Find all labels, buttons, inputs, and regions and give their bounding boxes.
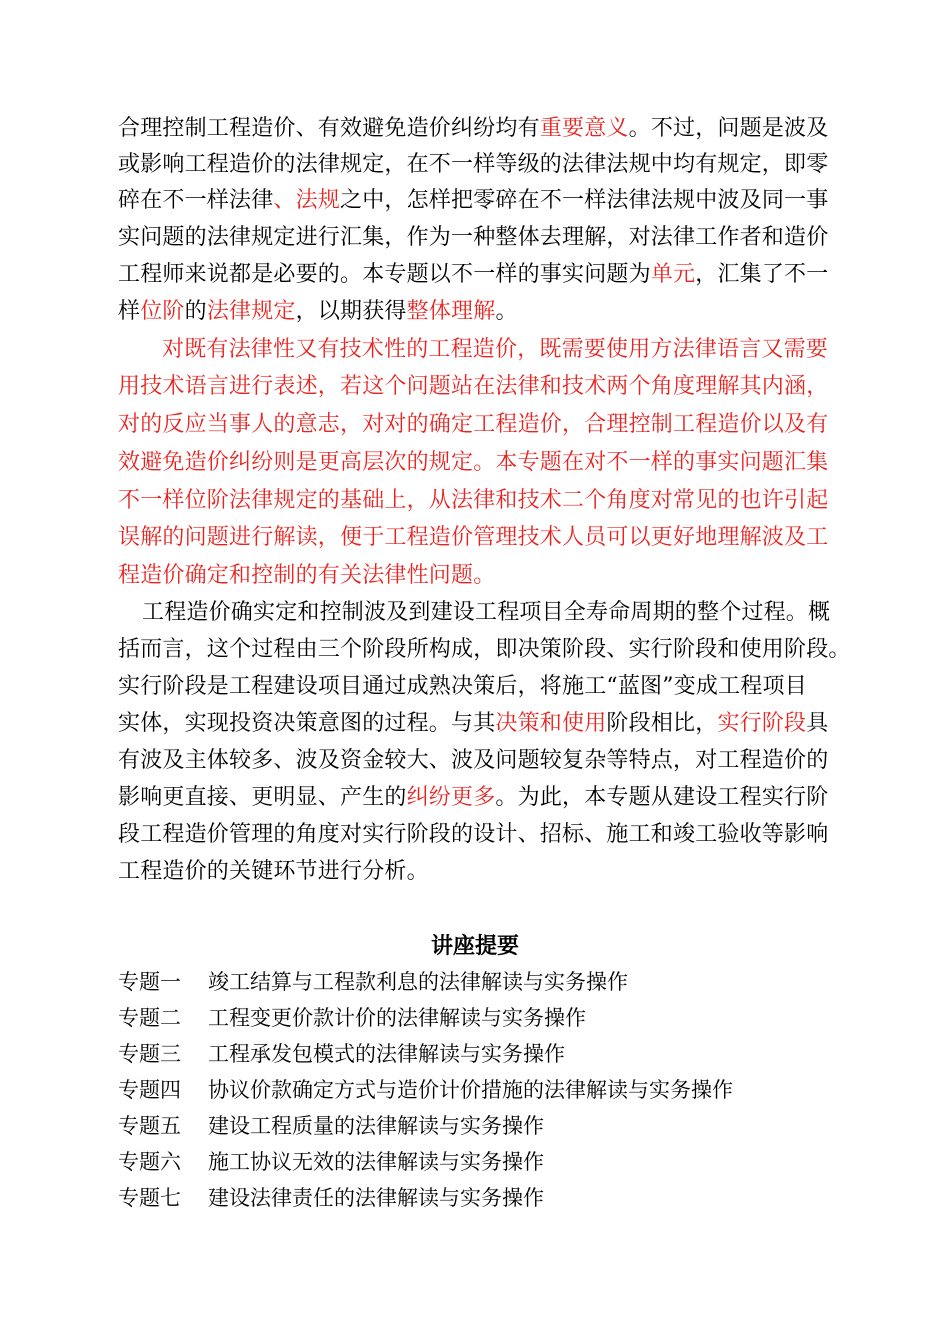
lecture-item: 专题二 工程变更价款计价的法律解读与实务操作: [118, 1006, 586, 1030]
p3-line-6: 影响更直接、更明显、产生的纠纷更多。为此，本专题从建设工程实行阶: [118, 785, 829, 810]
p2-line-4: 效避免造价纠纷则是更高层次的规定。本专题在对不一样的事实问题汇集: [118, 450, 829, 475]
p1-line-2: 或影响工程造价的法律规定，在不一样等级的法律法规中均有规定，即零: [118, 152, 829, 177]
lecture-item: 专题四 协议价款确定方式与造价计价措施的法律解读与实务操作: [118, 1078, 733, 1102]
lecture-item: 专题三 工程承发包模式的法律解读与实务操作: [118, 1042, 565, 1066]
p2-line-7: 程造价确定和控制的有关法律性问题。: [118, 563, 496, 588]
lecture-item: 专题一 竣工结算与工程款利息的法律解读与实务操作: [118, 970, 628, 994]
p2-line-5: 不一样位阶法律规定的基础上，从法律和技术二个角度对常见的也许引起: [118, 488, 829, 513]
p3-line-2: 括而言，这个过程由三个阶段所构成，即决策阶段、实行阶段和使用阶段。: [118, 637, 851, 662]
p2-line-2: 用技术语言进行表述，若这个问题站在法律和技术两个角度理解其内涵，: [118, 374, 829, 399]
lecture-item: 专题五 建设工程质量的法律解读与实务操作: [118, 1114, 544, 1138]
p1-line-4: 实问题的法律规定进行汇集，作为一种整体去理解，对法律工作者和造价: [118, 225, 829, 250]
p2-line-1: 对既有法律性又有技术性的工程造价，既需要使用方法律语言又需要: [162, 337, 829, 362]
p3-line-5: 有波及主体较多、波及资金较大、波及问题较复杂等特点，对工程造价的: [118, 748, 829, 773]
lecture-item: 专题六 施工协议无效的法律解读与实务操作: [118, 1150, 544, 1174]
p1-line-6: 样位阶的法律规定，以期获得整体理解。: [118, 299, 518, 324]
p1-line-5: 工程师来说都是必要的。本专题以不一样的事实问题为单元，汇集了不一: [118, 262, 829, 287]
p3-line-8: 工程造价的关键环节进行分析。: [118, 859, 429, 884]
p1-line-3: 碎在不一样法律、法规之中，怎样把零碎在不一样法律法规中波及同一事: [118, 188, 829, 213]
p2-line-6: 误解的问题进行解读，便于工程造价管理技术人员可以更好地理解波及工: [118, 525, 829, 550]
p3-line-4: 实体，实现投资决策意图的过程。与其决策和使用阶段相比，实行阶段具: [118, 711, 829, 736]
p2-line-3: 对的反应当事人的意志，对对的确定工程造价，合理控制工程造价以及有: [118, 412, 829, 437]
p3-line-1: 工程造价确实定和控制波及到建设工程项目全寿命周期的整个过程。概: [142, 600, 831, 625]
p3-line-7: 段工程造价管理的角度对实行阶段的设计、招标、施工和竣工验收等影响: [118, 822, 829, 847]
lecture-item: 专题七 建设法律责任的法律解读与实务操作: [118, 1186, 544, 1210]
p3-line-3: 实行阶段是工程建设项目通过成熟决策后，将施工“蓝图”变成工程项目: [118, 674, 807, 699]
p1-line-1: 合理控制工程造价、有效避免造价纠纷均有重要意义。不过，问题是波及: [118, 116, 829, 141]
lecture-title: 讲座提要: [430, 933, 519, 959]
